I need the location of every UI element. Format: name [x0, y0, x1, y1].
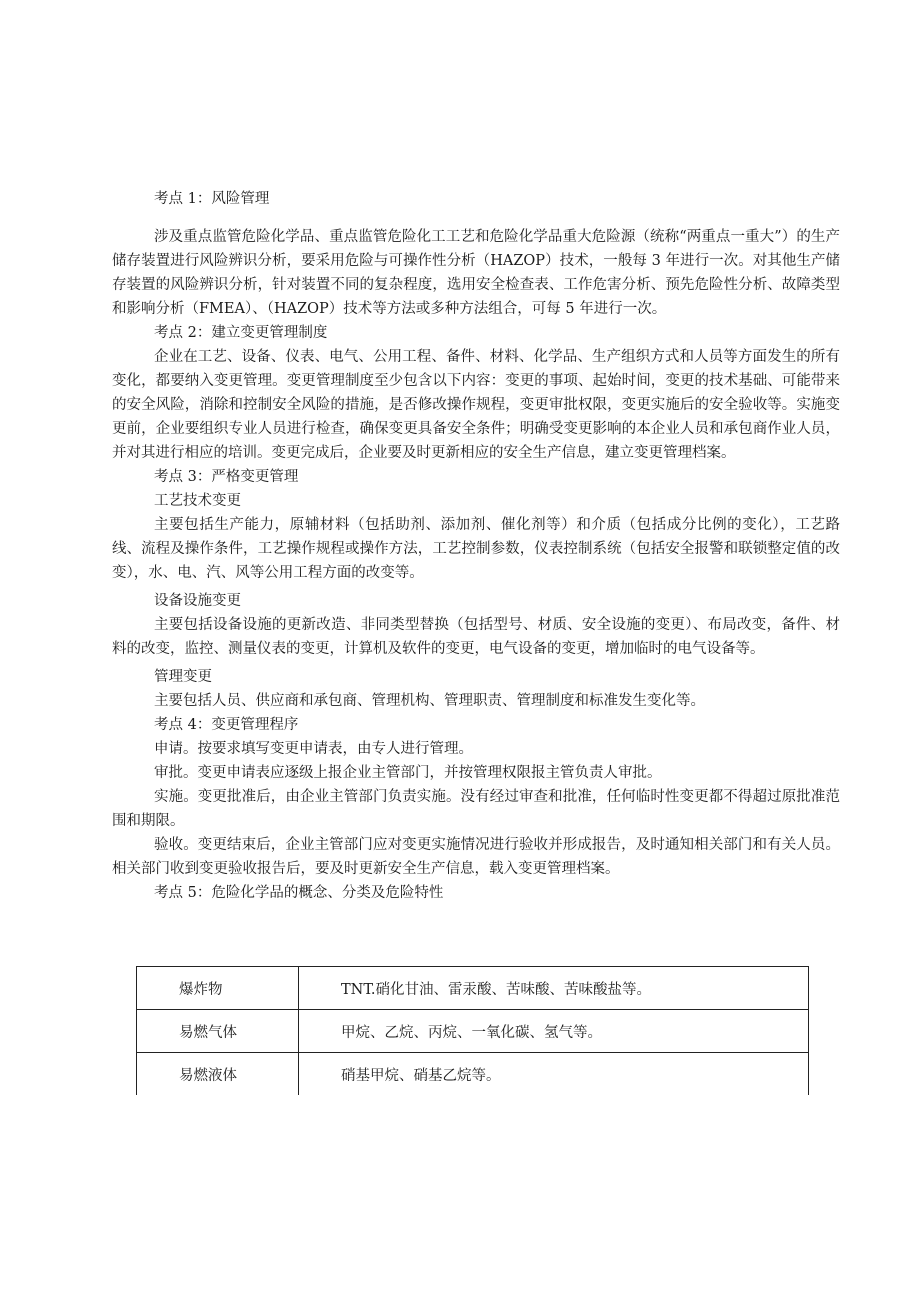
section-4-step-approve: 审批。变更申请表应逐级上报企业主管部门，并按管理权限报主管负责人审批。 [154, 765, 662, 781]
hazard-table [136, 966, 809, 1095]
table-cell-category: 爆炸物 [137, 967, 299, 1010]
table-cell-examples: 硝基甲烷、硝基乙烷等。 [299, 1053, 809, 1096]
section-3-title: 考点 3：严格变更管理 [154, 469, 299, 485]
section-3-body-process: 主要包括生产能力，原辅材料（包括助剂、添加剂、催化剂等）和介质（包括成分比例的变化），工艺路线、流程及操作条件，工艺操作规程或操作方法，工艺控制参数，仪表控制系统（包括安全报警和联锁整定值的改变），水、电、汽、风等公用工程方面的改变等。 [112, 517, 840, 581]
table-row [137, 1053, 809, 1096]
section-4-step-implement: 实施。变更批准后，由企业主管部门负责实施。没有经过审查和批准，任何临时性变更都不得超过原批准范围和期限。 [112, 789, 840, 829]
section-1-body: 涉及重点监管危险化学品、重点监管危险化工工艺和危险化学品重大危险源（统称“两重点一重大”）的生产储存装置进行风险辨识分析，要采用危险与可操作性分析（HAZOP）技术，一般每 3 年进行一次。对其他生产储存装置的风险辨识分析，针对装置不同的复杂程度，选用安全检查表、工作危害分析、预先危险性分析、故障类型和影响分析（FMEA）、（HAZOP）技术等方法或多种方法组合，可每 5 年进行一次。 [112, 229, 840, 317]
section-5-title: 考点 5：危险化学品的概念、分类及危险特性 [154, 885, 444, 901]
section-4-step-apply: 申请。按要求填写变更申请表，由专人进行管理。 [154, 741, 473, 757]
table-row [137, 1010, 809, 1053]
table-cell-category: 易燃液体 [137, 1053, 299, 1096]
table-row [137, 967, 809, 1010]
section-3-subtitle-process: 工艺技术变更 [154, 493, 241, 509]
section-4-title: 考点 4：变更管理程序 [154, 717, 299, 733]
section-3-subtitle-management: 管理变更 [154, 669, 212, 685]
document-page [112, 187, 840, 905]
section-1-title: 考点 1：风险管理 [154, 191, 270, 207]
table-cell-category: 易燃气体 [137, 1010, 299, 1053]
section-2-body: 企业在工艺、设备、仪表、电气、公用工程、备件、材料、化学品、生产组织方式和人员等方面发生的所有变化，都要纳入变更管理。变更管理制度至少包含以下内容：变更的事项、起始时间，变更的技术基础、可能带来的安全风险，消除和控制安全风险的措施，是否修改操作规程，变更审批权限，变更实施后的安全验收等。实施变更前，企业要组织专业人员进行检查，确保变更具备安全条件；明确受变更影响的本企业人员和承包商作业人员，并对其进行相应的培训。变更完成后，企业要及时更新相应的安全生产信息，建立变更管理档案。 [112, 349, 840, 461]
section-4-step-accept: 验收。变更结束后，企业主管部门应对变更实施情况进行验收并形成报告，及时通知相关部门和有关人员。相关部门收到变更验收报告后，要及时更新安全生产信息，载入变更管理档案。 [112, 837, 840, 877]
section-3-body-management: 主要包括人员、供应商和承包商、管理机构、管理职责、管理制度和标准发生变化等。 [154, 693, 705, 709]
section-3-subtitle-equipment: 设备设施变更 [154, 593, 241, 609]
section-2-title: 考点 2：建立变更管理制度 [154, 325, 328, 341]
table-cell-examples: 甲烷、乙烷、丙烷、一氧化碳、氢气等。 [299, 1010, 809, 1053]
table-cell-examples: TNT.硝化甘油、雷汞酸、苦味酸、苦味酸盐等。 [299, 967, 809, 1010]
section-3-body-equipment: 主要包括设备设施的更新改造、非同类型替换（包括型号、材质、安全设施的变更）、布局改变，备件、材料的改变，监控、测量仪表的变更，计算机及软件的变更，电气设备的变更，增加临时的电气设备等。 [112, 617, 840, 657]
